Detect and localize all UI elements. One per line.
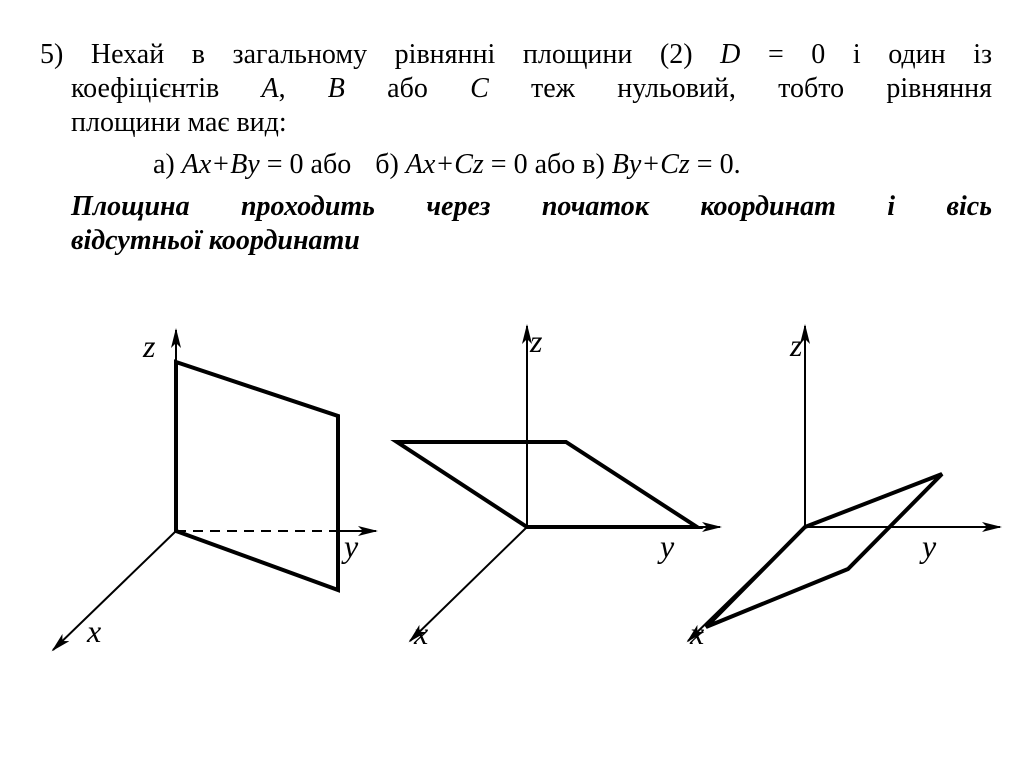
intro-line2-text: коефіцієнтів [71,73,220,104]
y-axis-label: y [660,528,675,564]
eq-b-prefix: б) [375,149,399,180]
diagram-case-a [53,328,376,650]
intro-line2-tail: теж нульовий, тобто рівняння [530,73,993,104]
intro-line2-or: або [387,73,428,104]
eq-c-tail: = 0. [696,149,741,180]
eq-c-expr: By+Cz [611,149,690,180]
var-C: C [470,73,489,104]
eq-a-expr: Ax+By [181,149,260,180]
x-axis [53,531,176,650]
eq-a-tail: = 0 або [266,149,352,180]
plane-parallelogram [706,474,942,627]
intro-line2-comma: , [278,73,286,104]
intro-line1-eq: = 0 [767,39,826,70]
eq-b-tail: = 0 або в) [490,149,605,180]
z-axis-label: z [143,328,156,364]
z-axis-label: z [530,323,543,359]
eq-b-expr: Ax+Cz [405,149,484,180]
y-axis-label: y [922,528,937,564]
intro-line-3: площини має вид: [71,107,287,138]
var-B: B [327,73,345,104]
statement-line-1: Площина проходить через початок координат і вісь [71,191,992,222]
var-A: A [261,73,279,104]
diagram-case-b [397,323,720,651]
intro-line1-tail: і один із [852,39,993,70]
diagram-case-c [688,326,1000,651]
x-axis-label: x [690,615,705,651]
y-axis-label: y [344,528,359,564]
x-axis-label: x [87,613,102,649]
plane-parallelogram [176,362,338,590]
var-D: D [720,39,741,70]
x-axis-label: x [414,615,429,651]
intro-line1-text: 5) Нехай в загальному рівнянні площини (2) [40,39,693,70]
eq-a-prefix: а) [153,149,175,180]
plane-parallelogram [397,442,697,527]
statement-line-2: відсутньої координати [71,225,360,256]
z-axis-label: z [790,327,803,363]
